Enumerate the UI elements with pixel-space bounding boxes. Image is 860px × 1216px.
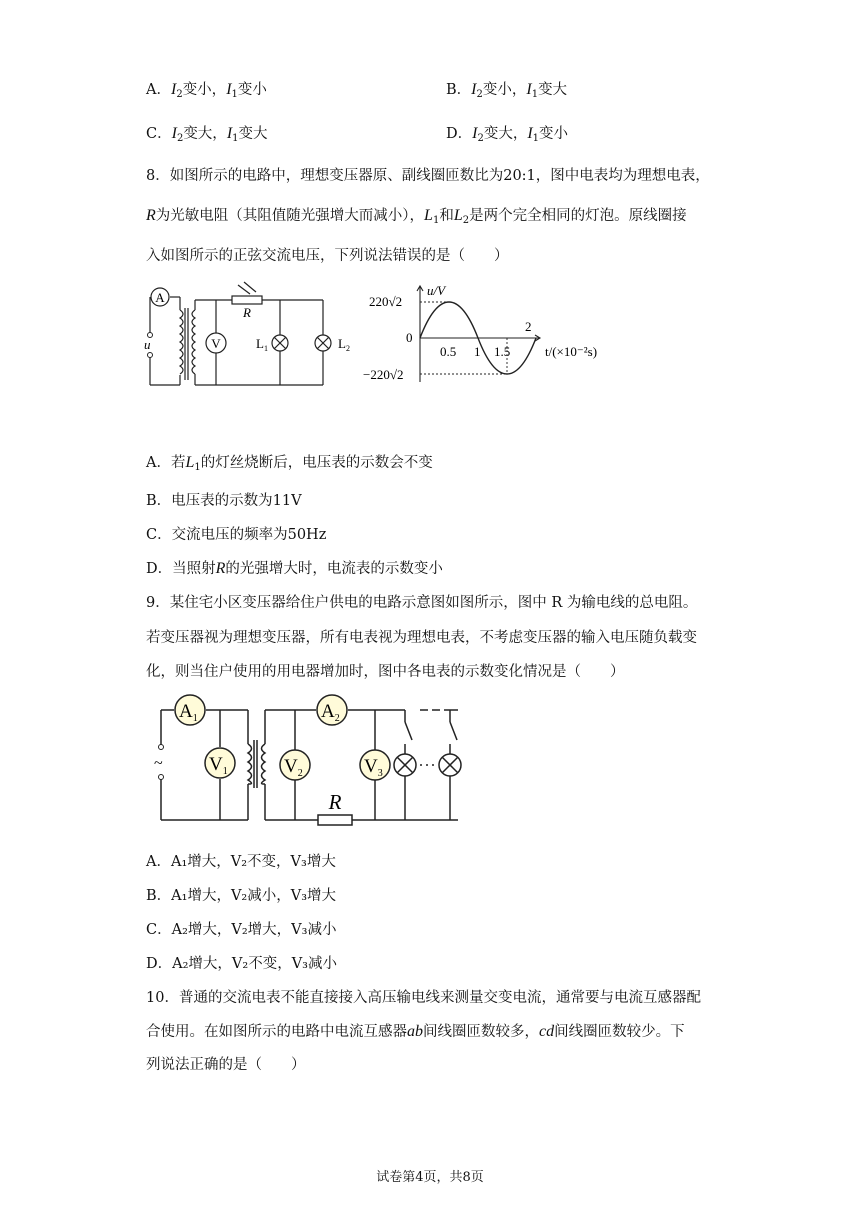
graph-ymax-label: 220√2 — [369, 294, 403, 309]
q8-stem-line2: R为光敏电阻（其阻值随光强增大而减小），$L_1$和$L_2$是两个完全相同的灯泡。原线圈接 — [146, 207, 687, 226]
q9-option-d: D．A₂增大，V₂不变，V₃减小 — [146, 956, 337, 972]
q8-stem-line1: 8．如图所示的电路中，理想变压器原、副线圈匝数比为20:1，图中电表均为理想电表， — [146, 168, 710, 184]
q8-option-a: A．若$L_1$的灯丝烧断后，电压表的示数会不变 — [146, 454, 433, 473]
a2-meter-label: $A_2$ — [321, 701, 340, 724]
q8-option-b: B．电压表的示数为11V — [146, 493, 302, 509]
q10-stem-line2: 合使用。在如图所示的电路中电流互感器ab间线圈匝数较多，cd间线圈匝数较少。下 — [146, 1023, 685, 1040]
q9-circuit-diagram — [150, 692, 480, 832]
q7-option-d: D．$I_2$变大，$I_1$变小 — [446, 125, 569, 144]
source-u-label: u — [144, 337, 151, 352]
lamp-l1-label: $L_1$ — [256, 336, 268, 353]
resistor-label: R — [243, 305, 251, 320]
q9-stem-line1: 9．某住宅小区变压器给住户供电的电路示意图如图所示，图中 R 为输电线的总电阻。 — [146, 595, 698, 611]
graph-tick-1: 1 — [474, 344, 481, 359]
v2-meter-label: $V_2$ — [284, 756, 303, 779]
q8-option-c: C．交流电压的频率为50Hz — [146, 527, 327, 543]
graph-y-label: u/V — [427, 283, 446, 298]
q10-stem-line1: 10．普通的交流电表不能直接接入高压输电线来测量交变电流，通常要与电流互感器配 — [146, 990, 701, 1006]
ac-source-icon: ~ — [154, 755, 163, 772]
q7-option-b: B．$I_2$变小，$I_1$变大 — [446, 81, 568, 100]
graph-tick-1.5: 1.5 — [494, 344, 511, 359]
q8-voltage-graph — [360, 282, 620, 392]
a1-meter-label: $A_1$ — [179, 701, 198, 724]
q10-stem-line3: 列说法正确的是（ ） — [146, 1057, 306, 1073]
v3-meter-label: $V_3$ — [364, 756, 383, 779]
q9-resistor-label: R — [328, 790, 342, 814]
q9-stem-line3: 化，则当住户使用的用电器增加时，图中各电表的示数变化情况是（ ） — [146, 664, 625, 680]
q7-option-c: C．$I_2$变大，$I_1$变大 — [146, 125, 268, 144]
graph-tick-2: 2 — [525, 319, 532, 334]
v1-meter-label: $V_1$ — [209, 754, 228, 777]
q8-stem-line3: 入如图所示的正弦交流电压，下列说法错误的是（ ） — [146, 248, 509, 264]
graph-ymin-label: −220√2 — [363, 367, 404, 382]
page-footer: 试卷第4页，共8页 — [376, 1170, 484, 1185]
ammeter-label: A — [155, 290, 165, 305]
q7-option-a: A．$I_2$变小，$I_1$变小 — [146, 81, 267, 100]
q8-circuit-diagram — [140, 280, 360, 390]
q9-option-a: A．A₁增大，V₂不变，V₃增大 — [146, 854, 336, 870]
graph-zero-label: 0 — [406, 330, 413, 345]
lamp-l2-label: $L_2$ — [338, 336, 350, 353]
graph-tick-0.5: 0.5 — [440, 344, 457, 359]
q9-option-c: C．A₂增大，V₂增大，V₃减小 — [146, 922, 337, 938]
q9-option-b: B．A₁增大，V₂减小，V₃增大 — [146, 888, 337, 904]
q8-option-d: D．当照射R的光强增大时，电流表的示数变小 — [146, 560, 443, 577]
graph-x-label: t/(×10⁻²s) — [545, 344, 598, 359]
q9-stem-line2: 若变压器视为理想变压器，所有电表视为理想电表，不考虑变压器的输入电压随负载变 — [146, 630, 697, 646]
voltmeter-label: V — [211, 336, 221, 351]
